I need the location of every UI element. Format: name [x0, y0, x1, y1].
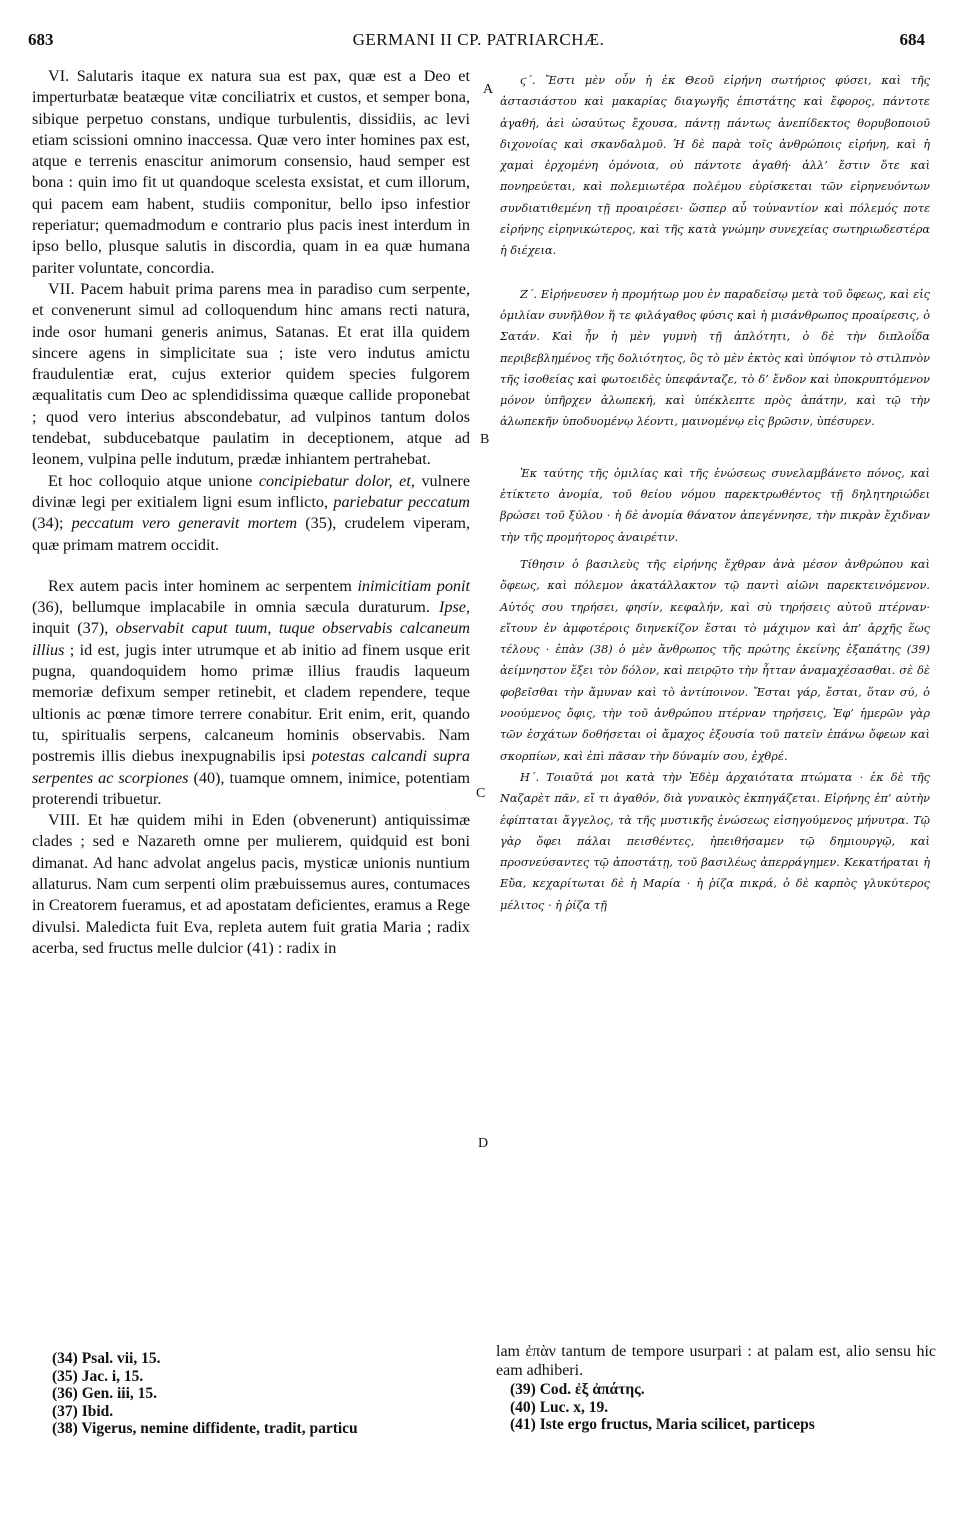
footnotes-left	[52, 1350, 472, 1438]
page-number-left: 683	[28, 30, 54, 49]
latin-paragraph-7b	[32, 471, 470, 556]
footnote: (34) Psal. vii, 15.	[52, 1350, 161, 1367]
footnote: (36) Gen. iii, 15.	[52, 1385, 158, 1402]
footnote: (40) Luc. x, 19.	[510, 1398, 609, 1416]
latin-text: ; id est, jugis inter utrumque et ab initio ad finem usque erit pugna, quandoquidem homo primæ illius fraudis laqueum memoriæ defixum semper retinebit, et cladem rependere, teque ultionis ac pœnæ timore terrere conabitur. Erit enim, erit, quando tu, spiritualis serpens, calcaneum hominis observabis. Nam postremis illis diebus inexpugnabilis ipsi	[32, 640, 470, 766]
latin-text: (36), bellumque implacabile in omnia sæcula duraturum.	[32, 598, 439, 617]
running-title: GERMANI II CP. PATRIARCHÆ.	[352, 30, 605, 49]
footnote: (38) Vigerus, nemine diffidente, tradit, particu	[52, 1420, 358, 1437]
greek-paragraph-8: Η΄. Τοιαῦτά μοι κατὰ τὴν Ἐδὲμ ἀρχαιότατα πτώματα · ἐκ δὲ τῆς Ναζαρὲτ πᾶν, εἴ τι ἀγαθόν, διὰ γυναικὸς ἐκπηγάζεται. Εἰρήνης ἐπ’ αὐτὴν ἐφίπταται ἄγγελος, τὰ τῆς μυστικῆς ἑνώσεως εἰσηγούμενος μήνυτρα. Τῷ γὰρ ὄφει πάλαι πεισθέντες, ἠπειθήσαμεν τῷ δημιουργῷ, καὶ προσνεύσαντες τῷ ἀποστάτῃ, τοῦ βασιλέως ἀπερράγημεν. Κεκατήραται ἡ Εὔα, κεχαρίτωται δὲ ἡ Μαρία · ἡ ῥίζα πικρά, ὁ δὲ καρπὸς γλυκύτερος μέλιτος · ἡ ῥίζα τῇ	[500, 770, 930, 912]
latin-paragraph-7: VII. Pacem habuit prima parens mea in paradiso cum serpente, et convenerunt simul ad colloquendum hinc amans recti natura, inde osor humani generis animus, Satanas. Et erat illa quidem sincere agens in simplicitate sua ; iste vero indutus amictu fraudulentiæ erat, cujus exterior quidem species fulgorem æqualitatis cum Deo ac splendidissima quæque callide proponebat ; quod vero interius abscondebatur, ad vulpinos tantum dolos tendebat, subducebatque paulatim in deceptionem, atque ad leonem, vulpina pelle indutum, prædæ inhiantem pertrahebat.	[32, 279, 470, 469]
greek-paragraph-7c: Τίθησιν ὁ βασιλεὺς τῆς εἰρήνης ἔχθραν ἀνὰ μέσον ἀνθρώπου καὶ ὄφεως, καὶ πόλεμον ἀκατάλλακτον τῷ παντὶ αἰῶνι παρεκτεινόμενον. Αὐτός σου τηρήσει, φησίν, κεφαλήν, καὶ σὺ τηρήσεις αὐτοῦ πτέρναν· εἴτουν ἐν ἀμφοτέροις διηνεκίζον ἔσται τὸ μάχιμον καὶ ἀπ’ ἀρχῆς ἕως τέλους · ἐπὰν (38) ὁ μὲν ἄνθρωπος τῆς πρώτης ἐκείνης ἐξαπάτης (39) ἀείμνηστον ἕξει τὸν δόλον, καὶ πειρῷτο τὴν ἧτταν ἀναμαχέσασθαι. σὲ δὲ φοβεῖσθαι τὴν ἄμυναν καὶ τὸ ἀντίποινον. Ἔσται γάρ, ἔσται, ὅταν σύ, ὁ νοούμενος ὄφις, τὴν τοῦ ἀνθρώπου πτέρναν τηρήσεις, Ἐφ’ ἡμερῶν γὰρ τῶν ἐσχάτων δοθήσεται οἱ ἄμαχος ἐξουσία τοῦ πατεῖν ἐπάνω ὄφεων καὶ σκορπίων, καὶ ἐπὶ πᾶσαν τὴν δύναμίν σου, ἐχθρέ.	[500, 557, 930, 763]
footnote: (39) Cod. ἐξ ἀπάτης.	[510, 1381, 645, 1398]
latin-italic-quote: potestas calcandi supra serpentes ac scorpiones	[32, 747, 471, 787]
latin-paragraph-8: VIII. Et hæ quidem mihi in Eden (obvenerunt) antiquissimæ clades ; sed e Nazareth omne per mulierem, quidquid est boni dimanat. Ad hanc advolat angelus pacis, mysticæ unionis nuntium allaturus. Nam cum serpenti olim præbuissemus aures, contumaces in Creatorem fueramus, et ad apostatam deficientes, eramus a Rege divulsi. Maledicta fuit Eva, repleta autem fuit gratia Maria ; radix acerba, sed fructus melle dulcior (41) : radix in	[32, 811, 470, 957]
latin-italic-quote: inimicitiam ponit	[357, 576, 470, 595]
greek-column	[500, 70, 930, 916]
latin-column	[32, 66, 470, 959]
greek-paragraph-7b: Ἐκ ταύτης τῆς ὁμιλίας καὶ τῆς ἑνώσεως συνελαμβάνετο πόνος, καὶ ἐτίκτετο ἀνομία, τοῦ θείου νόμου παρεκτρωθέντος τῇ δηλητηριώδει βρώσει τοῦ ξύλου · ἡ δὲ ἀνομία θάνατον ἀπεγέννησε, τὴν πικρὰν ἔχιδναν τὴν τῆς προμήτορος ἀναιρέτιν.	[500, 466, 930, 544]
page-number-right: 684	[899, 30, 925, 49]
latin-paragraph-6: VI. Salutaris itaque ex natura sua est pax, quæ est a Deo et imperturbatæ beatæque vitæ conciliatrix et custos, et semper bona, sibique perpetuo constans, undique turbulentis, dissidiis, ac levi etiam scissioni omnino inaccessa. Quæ vero inter homines pax est, atque e terrenis enascitur animorum consensio, haud semper est bona : quin imo fit ut quandoque scelesta exsistat, et cum illorum, qui pacem eam habent, studiis componitur, bello ipso infestior reperiatur; quemadmodum e contrario plus pacis inest interdum in ipso bello, plusque salutis in discordia, quam in ea quæ humana pariter voluntate, concordia.	[32, 67, 470, 277]
footnote: (37) Ibid.	[52, 1402, 114, 1420]
footnotes-right	[510, 1381, 930, 1434]
latin-italic-quote: pariebatur peccatum	[333, 492, 470, 511]
latin-text: (34);	[32, 514, 72, 533]
greek-paragraph-6: ϛ΄. Ἔστι μὲν οὖν ἡ ἐκ Θεοῦ εἰρήνη σωτήριος φύσει, καὶ τῆς ἀστασιάστου καὶ μακαρίας διαγωγῆς ἐπιστάτης καὶ ἔφορος, πάντοτε ἀγαθή, ἀεὶ ὡσαύτως ἔχουσα, πάντῃ πάντως ἀνεπίδεκτος θορυβοποιοῦ διχονοίας καὶ σκανδαλμοῦ. Ἡ δὲ παρὰ τοῖς ἀνθρώποις εἰρήνη, καὶ ἡ χαμαὶ ἐρχομένη ὁμόνοια, οὐ πάντοτε ἀγαθή· ἀλλ’ ἔστιν ὅτε καὶ πονηρεύεται, καὶ πολεμιωτέρα πολέμου εὑρίσκεται τῶν εἰρηνευόντων συνδιατιθεμένη τῇ προαιρέσει· ὥσπερ αὖ τοὐναντίον καὶ πόλεμός ποτε εἰρήνης εἰρηνικώτερος, καὶ τῆς κατὰ γνώμην συνεχείας σωτηριωδεστέρα ἡ διέχεια.	[500, 74, 930, 258]
latin-text: (35), crudelem viperam, quæ primam matrem occidit.	[32, 514, 470, 554]
margin-marker-c: C	[476, 786, 486, 801]
latin-paragraph-7c	[32, 576, 470, 810]
footnote: (41) Iste ergo fructus, Maria scilicet, particeps	[510, 1416, 815, 1433]
latin-text: Rex autem pacis inter hominem ac serpentem	[48, 576, 358, 595]
latin-italic-quote: observabit caput tuum, tuque observabis calcaneum illius	[32, 619, 470, 659]
latin-text: Et hoc colloquio atque unione	[48, 471, 259, 490]
margin-marker-b: B	[480, 432, 490, 447]
footnote: (35) Jac. i, 15.	[52, 1367, 144, 1385]
margin-marker-a: A	[483, 82, 494, 97]
greek-paragraph-7: Ζ΄. Εἰρήνευσεν ἡ προμήτωρ μου ἐν παραδείσῳ μετὰ τοῦ ὄφεως, καὶ εἰς ὁμιλίαν συνῆλθον ἥ τε φιλάγαθος φύσις καὶ ἡ μισάνθρωπος προαίρεσις, ὁ Σατάν. Καὶ ἦν ἡ μὲν γυμνὴ τῇ ἁπλότητι, ὁ δὲ τὴν διπλοΐδα περιβεβλημένος τῆς δολιότητος, ὃς τὸ μὲν ἐκτὸς καὶ ὑπόψιον τὸ στιλπνὸν τῆς ἰσοθείας καὶ φωτοειδὲς ὑπεφάνταζε, τὸ δ’ ἔνδον καὶ ὑποκρυπτόμενον μόνον ὑπῆρχεν ἀλωπεκή, καὶ ὑπέκλεπτε πρὸς ἀπάτην, καὶ τῷ τὴν ἀλωπεκῆν ὑποδυομένῳ λέοντι, μαινομένῳ εἰς βρῶσιν, ὑπέσυρεν.	[500, 287, 930, 429]
margin-marker-d: D	[478, 1136, 489, 1151]
latin-text: (40), tuamque omnem, inimice, potentiam proterendi tribuetur.	[32, 768, 471, 808]
latin-italic-quote: peccatum vero generavit mortem	[71, 514, 298, 533]
latin-italic-quote: Ipse,	[438, 598, 470, 617]
latin-text: vulnere divinæ legi per exitialem ligni esum inflicto,	[32, 471, 471, 511]
latin-text: inquit (37),	[32, 619, 116, 638]
page-header	[0, 30, 957, 56]
latin-italic-quote: concipiebatur dolor, et,	[258, 471, 415, 490]
footnote-continuation: lam ἐπὰν tantum de tempore usurpari : at palam est, alio sensu hic eam adhiberi.	[496, 1343, 936, 1379]
